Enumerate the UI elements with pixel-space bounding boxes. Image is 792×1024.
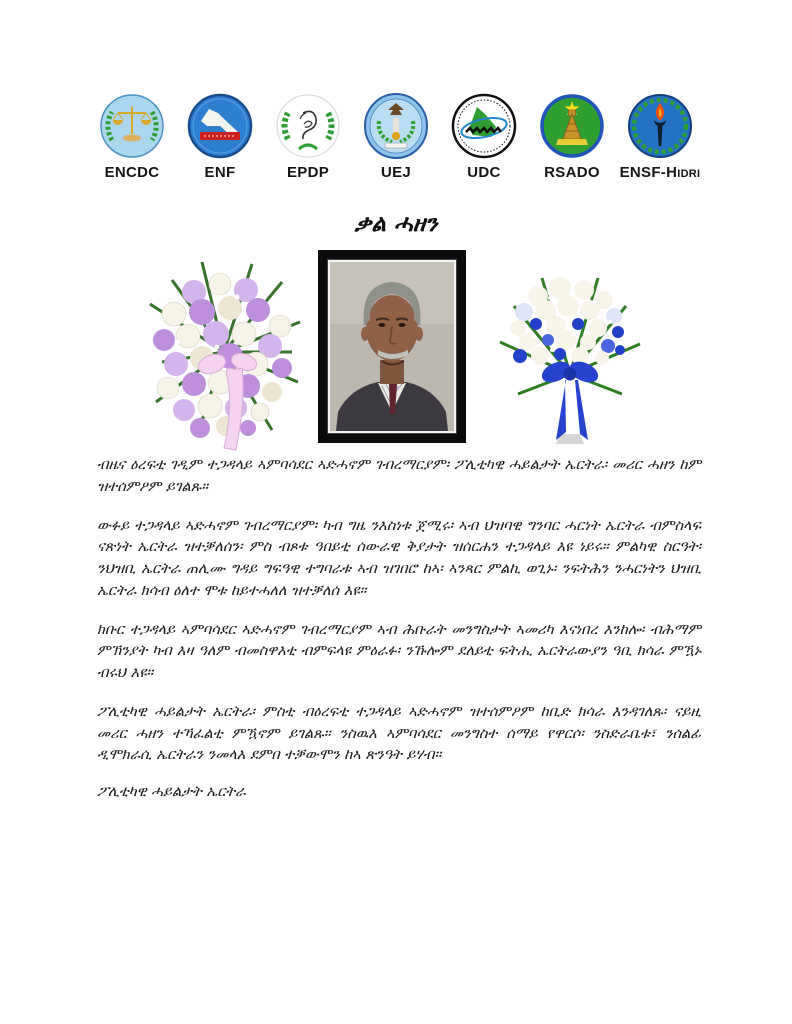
condolence-paragraph-4: ፖሊቲካዊ ሓይልታት ኤርትራ፡ ምስቲ ብዕረፍቲ ተጋዳላይ ኣድሓኖም ዝተሰምዖም ከቢድ ክሳራ እንዳገለጹ፡ ናይዚ መሪር ሓዘን ተኻፈልቲ ምዃኖም ይገልጹ። ንስዉእ ኣምባሳደር መንግስተ ሰማይ የዋርሶ፡ ንስድራቤቱ፣ ንሰልፊ ዲሞክራሲ ኤርትራን ንመላእ ደምበ ተቓውሞን ከኣ ጽንዓት ይሃብ። xyxy=(97,703,701,764)
condolence-text xyxy=(97,455,701,800)
org-logo-enf xyxy=(183,93,257,181)
org-label: ENSF-Hidri xyxy=(619,164,701,181)
org-logo-epdp xyxy=(271,93,345,181)
org-label: ENF xyxy=(204,164,236,181)
enf-map-banner-icon xyxy=(187,93,253,159)
left-wreath-image xyxy=(142,252,312,457)
org-logo-ensf-hidri xyxy=(619,93,701,181)
portrait-photo-frame xyxy=(318,250,466,443)
org-label: EPDP xyxy=(286,164,330,181)
org-logo-uej xyxy=(359,93,433,181)
org-label: ENCDC xyxy=(104,164,160,181)
condolence-paragraph-3: ክቡር ተጋዳላይ ኣምባሳደር ኣድሓኖም ገብረማርያም ኣብ ሕቡራት መንግስታት ኣመሪካ እናነበረ እንከሎ፡ ብሕማም ምኽንያት ካብ እዛ ዓለም ብመስዋእቲ ብምፍላዩ ምዕራፉ፡ ንኹሎም ደለይቲ ፍትሒ ኤርትራውያን ዓቢ ክሳራ ምዃኑ ብሩህ እዩ። xyxy=(97,621,701,681)
encdc-scales-wreath-icon xyxy=(99,93,165,159)
epdp-green-wreath-icon xyxy=(275,93,341,159)
org-label: UEJ xyxy=(380,164,412,181)
udc-map-caravan-icon xyxy=(451,93,517,159)
org-logo-udc xyxy=(447,93,521,181)
page-title: ቃል ሓዘን xyxy=(354,210,438,237)
rsado-star-monument-icon xyxy=(539,93,605,159)
signature-line: ፖሊቲካዊ ሓይልታት ኤርትራ xyxy=(97,784,246,800)
org-logo-encdc xyxy=(95,93,169,181)
ensf-hidri-torch-icon xyxy=(627,93,693,159)
org-label: UDC xyxy=(467,164,501,181)
condolence-paragraph-1: ብዜና ዕረፍቲ ገዲም ተጋዳላይ ኣምባሳደር ኣድሓኖም ገብረማርያም፡ ፖሊቲካዊ ሓይልታት ኤርትራ፡ መሪር ሓዘን ከም ዝተሰምዖም ይገልጹ። xyxy=(97,457,701,495)
org-label: RSADO xyxy=(544,164,600,181)
uej-eagle-emblem-icon xyxy=(363,93,429,159)
condolence-paragraph-2: ውፉይ ተጋዳላይ ኣድሓኖም ገብረማርያም፡ ካብ ግዜ ንእስነቱ ጀሚሩ፡ ኣብ ህዝባዊ ግንባር ሓርነት ኤርትራ ብምስላፍ ናጽነት ኤርትራ ዝተቓለሰን፡ ምስ ብጾቱ ዓበይቲ ሰውራዊ ቅያታት ዝሰርሐን ተጋዳላይ እዩ ነይሩ። ምልካዊ ስርዓት፡ ንህዝቢ ኤርትራ ጠሊሙ ግዳይ ግፍዓዊ ተግባራቱ ኣብ ዝገበሮ ከኣ፡ ኣንጻር ምልኪ ወጊኑ፡ ንፍትሕን ንሓርነትን ህዝቢ ኤርትራ ክሳብ ዕለተ ሞቱ ከይተሓለለ ዝተቓለሰ እዩ። xyxy=(97,517,701,599)
org-logos-row xyxy=(95,93,701,181)
blue-ribbon-bow xyxy=(539,358,602,440)
org-logo-rsado xyxy=(535,93,609,181)
right-flowers-image xyxy=(490,262,650,447)
portrait-photo xyxy=(330,262,454,431)
